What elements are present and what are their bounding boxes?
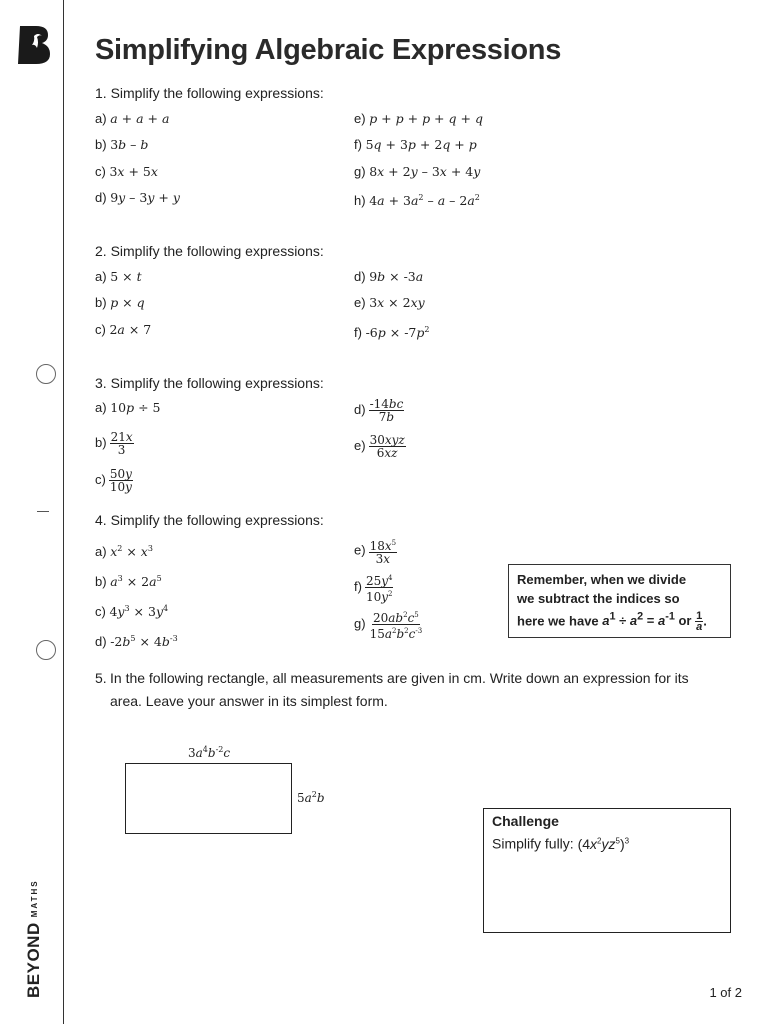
q1-item (354, 111, 483, 127)
denominator: 7b (378, 410, 395, 424)
q1-item (95, 111, 169, 127)
item-label: d) (95, 634, 107, 650)
q3-item (95, 468, 133, 493)
remember-line-3 (517, 608, 722, 632)
item-label: f) (354, 578, 362, 594)
question-5-text-line-2: area. Leave your answer in its simplest form. (110, 693, 388, 709)
challenge-box (483, 808, 731, 933)
fraction (110, 431, 134, 456)
q3-item (354, 398, 404, 423)
challenge-title: Challenge (492, 813, 559, 829)
denominator: 10y (109, 480, 132, 494)
expression: $-6p \times -7p^2$ (365, 325, 430, 341)
q4-item (95, 541, 153, 560)
fraction (369, 434, 406, 459)
item-label: b) (95, 434, 107, 450)
q2-item (354, 269, 423, 285)
numerator: $20ab^2c^5$ (372, 611, 419, 625)
fold-mark (37, 511, 49, 512)
item-label: e) (354, 542, 366, 558)
item-label: f) (354, 137, 362, 152)
item-label: g) (354, 615, 366, 631)
remember-line-3-text: here we have (517, 613, 603, 629)
item-label: e) (354, 111, 366, 126)
beyond-logo-icon (16, 24, 52, 66)
punch-hole (36, 640, 56, 660)
rectangle-width-label: $3a^4b^{-2}c$ (188, 745, 231, 760)
remember-end: . (703, 613, 707, 629)
item-label: f) (354, 325, 362, 341)
item-label: d) (354, 401, 366, 417)
question-2-heading: 2. Simplify the following expressions: (95, 243, 324, 259)
challenge-expression: $(4x^2yz^5)^3$ (577, 835, 630, 852)
item-label: c) (95, 471, 106, 487)
denominator: 6xz (376, 446, 398, 460)
expression: $4y^3 \times 3y^4$ (109, 604, 169, 620)
question-1-heading: 1. Simplify the following expressions: (95, 85, 324, 101)
denominator: $15a^2b^2c^{-3}$ (369, 627, 423, 641)
q4-item (95, 571, 162, 590)
fraction (365, 572, 394, 603)
expression: 3x × 2xy (369, 295, 425, 310)
item-label: d) (354, 269, 366, 284)
expression: 8x + 2y – 3x + 4y (369, 164, 481, 179)
remember-note (508, 564, 731, 638)
item-label: d) (95, 190, 107, 205)
expression: 5q + 3p + 2q + p (365, 137, 477, 152)
item-label: b) (95, 137, 107, 152)
question-3-heading: 3. Simplify the following expressions: (95, 375, 324, 391)
expression: a + a + a (110, 111, 170, 126)
numerator: 30xyz (369, 433, 405, 447)
fraction (369, 609, 424, 640)
q1-item (95, 137, 148, 153)
beyond-maths-brand (24, 879, 44, 998)
item-label: b) (95, 295, 107, 310)
q2-item (95, 269, 142, 285)
item-label: h) (354, 193, 366, 209)
item-label: c) (95, 604, 106, 620)
challenge-prompt: Simplify fully: (492, 835, 578, 852)
numerator: 21x (110, 430, 133, 444)
item-label: e) (354, 295, 366, 310)
item-label: e) (354, 437, 366, 453)
expression: 2a × 7 (109, 322, 152, 337)
numerator: $25y^4$ (365, 574, 393, 588)
page-number: 1 of 2 (709, 985, 742, 1000)
rectangle-height-label: $5a^2b$ (297, 790, 325, 805)
page-title: Simplifying Algebraic Expressions (95, 34, 562, 66)
expression: 3b – b (110, 137, 149, 152)
item-label: c) (95, 164, 106, 179)
numerator: $18x^5$ (369, 539, 397, 553)
expression: p + p + p + q + q (369, 111, 483, 126)
item-label: a) (95, 544, 107, 560)
expression: $4a + 3a^2 - a - 2a^2$ (369, 193, 480, 209)
challenge-text (492, 831, 722, 854)
q1-item (95, 164, 158, 180)
expression: 9y – 3y + y (110, 190, 180, 205)
item-label: a) (95, 111, 107, 126)
q2-item (95, 295, 145, 311)
q4-item (95, 601, 168, 620)
q2-item (95, 322, 151, 338)
numerator: 50y (109, 467, 132, 481)
q3-item (95, 431, 134, 456)
question-5 (95, 667, 735, 713)
expression: p × q (110, 295, 145, 310)
denominator: 3x (375, 552, 391, 566)
margin-line (63, 0, 64, 1024)
expression: $a^3 \times 2a^5$ (110, 574, 162, 590)
expression: $x^2 \times x^3$ (110, 544, 153, 560)
remember-line-2: we subtract the indices so (517, 591, 680, 606)
question-5-text-line-1: In the following rectangle, all measurements are given in cm. Write down an expression for its (110, 670, 689, 686)
q1-item (354, 164, 480, 180)
q3-item (354, 434, 406, 459)
q4-item (95, 631, 178, 650)
expression: 3x + 5x (109, 164, 158, 179)
remember-fraction-num: 1 (696, 610, 703, 623)
q2-item (354, 322, 430, 341)
remember-fraction-den: a (696, 621, 703, 634)
fraction (369, 537, 398, 565)
denominator: $10y^2$ (365, 590, 393, 604)
expression: 5 × t (110, 269, 142, 284)
item-label: a) (95, 400, 107, 415)
expression: $-2b^5 \times 4b^{-3}$ (110, 634, 178, 650)
rectangle-diagram (125, 763, 292, 834)
brand-word-beyond: BEYOND (24, 922, 43, 998)
q3-item (95, 400, 160, 416)
item-label: b) (95, 574, 107, 590)
item-label: c) (95, 322, 106, 337)
fraction (109, 468, 133, 493)
q4-item (354, 609, 423, 640)
question-5-number: 5. (95, 670, 107, 686)
denominator: 3 (117, 443, 126, 457)
q1-item (354, 190, 480, 209)
expression: 9b × -3a (369, 269, 424, 284)
q1-item (354, 137, 477, 153)
item-label: a) (95, 269, 107, 284)
question-4-heading: 4. Simplify the following expressions: (95, 512, 324, 528)
expression: 10p ÷ 5 (110, 400, 161, 415)
brand-word-maths: MATHS (30, 879, 39, 918)
punch-hole (36, 364, 56, 384)
fraction (369, 398, 405, 423)
q1-item (95, 190, 180, 206)
q4-item (354, 572, 393, 603)
q2-item (354, 295, 425, 311)
q4-item (354, 537, 397, 565)
remember-line-1: Remember, when we divide (517, 572, 687, 587)
numerator: -14bc (369, 397, 404, 411)
remember-expression: $a^1 \div a^2 = a^{-1}$ or (602, 611, 696, 629)
item-label: g) (354, 164, 366, 179)
